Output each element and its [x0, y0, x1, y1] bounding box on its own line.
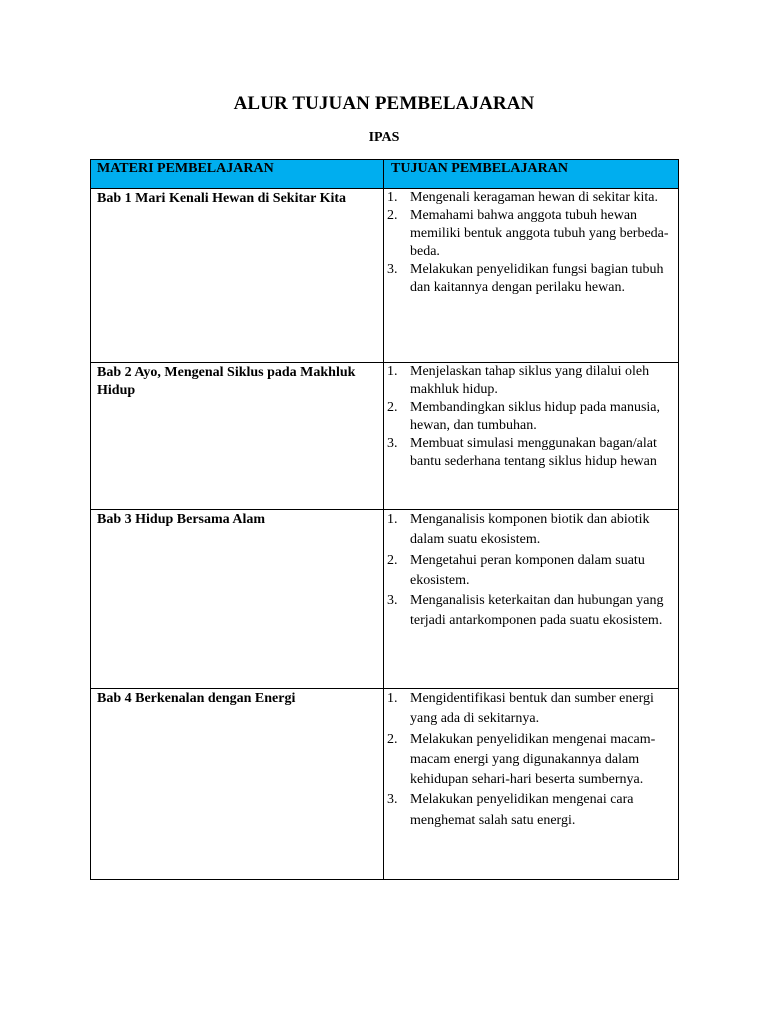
- tujuan-cell: [384, 689, 679, 880]
- list-item-number: 3.: [387, 593, 398, 609]
- list-item-text: Membandingkan siklus hidup pada manusia, hewan, dan tumbuhan.: [410, 400, 661, 433]
- list-item-number: 1.: [387, 691, 398, 706]
- table-header-row: [91, 160, 679, 189]
- table-row: [91, 689, 679, 880]
- page-subtitle: IPAS: [368, 130, 400, 145]
- list-item-text: Menganalisis keterkaitan dan hubungan yang terjadi antarkomponen pada suatu ekosistem.: [410, 593, 664, 629]
- list-item: [384, 689, 678, 730]
- materi-cell: [91, 189, 384, 363]
- tujuan-list: [384, 689, 678, 831]
- list-item-number: 2.: [387, 731, 398, 747]
- materi-title: Bab 4 Berkenalan dengan Energi: [97, 691, 296, 706]
- list-item: [384, 399, 678, 435]
- list-item-number: 3.: [387, 792, 398, 808]
- tujuan-cell: [384, 189, 679, 363]
- list-item-number: 1.: [387, 190, 398, 205]
- list-item-number: 2.: [387, 400, 398, 415]
- list-item-text: Mengenali keragaman hewan di sekitar kita.: [410, 190, 659, 205]
- header-materi: MATERI PEMBELAJARAN: [91, 160, 384, 189]
- list-item: [384, 510, 678, 551]
- materi-title: Bab 3 Hidup Bersama Alam: [97, 512, 266, 527]
- list-item: [384, 189, 678, 207]
- tujuan-list: [384, 510, 678, 632]
- list-item-text: Membuat simulasi menggunakan bagan/alat bantu sederhana tentang siklus hidup hewan: [410, 436, 657, 469]
- list-item-number: 3.: [387, 436, 398, 451]
- list-item: [384, 363, 678, 399]
- list-item: [384, 435, 678, 471]
- list-item-text: Melakukan penyelidikan fungsi bagian tubuh dan kaitannya dengan perilaku hewan.: [410, 262, 664, 295]
- list-item: [384, 730, 678, 791]
- list-item-text: Memahami bahwa anggota tubuh hewan memiliki bentuk anggota tubuh yang berbeda-beda.: [410, 208, 669, 259]
- list-item-number: 1.: [387, 364, 398, 379]
- tujuan-cell: [384, 510, 679, 689]
- list-item: [384, 790, 678, 831]
- header-tujuan: TUJUAN PEMBELAJARAN: [384, 160, 679, 189]
- list-item: [384, 207, 678, 261]
- page-title: ALUR TUJUAN PEMBELAJARAN: [233, 93, 535, 114]
- list-item-text: Menganalisis komponen biotik dan abiotik dalam suatu ekosistem.: [410, 512, 650, 548]
- table-row: [91, 363, 679, 510]
- list-item-text: Mengidentifikasi bentuk dan sumber energi yang ada di sekitarnya.: [410, 691, 654, 727]
- tujuan-cell: [384, 363, 679, 510]
- list-item-number: 1.: [387, 512, 398, 527]
- list-item: [384, 591, 678, 632]
- list-item-number: 2.: [387, 208, 398, 223]
- list-item-text: Menjelaskan tahap siklus yang dilalui oleh makhluk hidup.: [410, 364, 650, 397]
- learning-goals-table: [90, 159, 679, 880]
- materi-cell: [91, 689, 384, 880]
- tujuan-list: [384, 363, 678, 471]
- materi-title: Bab 1 Mari Kenali Hewan di Sekitar Kita: [97, 191, 347, 206]
- tujuan-list: [384, 189, 678, 297]
- materi-cell: [91, 510, 384, 689]
- table-row: [91, 510, 679, 689]
- list-item-number: 3.: [387, 262, 398, 277]
- list-item-text: Melakukan penyelidikan mengenai macam-macam energi yang digunakannya dalam kehidupan sehari-hari beserta sumbernya.: [410, 731, 656, 788]
- list-item-text: Melakukan penyelidikan mengenai cara menghemat salah satu energi.: [410, 792, 634, 828]
- list-item: [384, 261, 678, 297]
- list-item: [384, 551, 678, 592]
- materi-title: Bab 2 Ayo, Mengenal Siklus pada Makhluk Hidup: [97, 365, 356, 398]
- materi-cell: [91, 363, 384, 510]
- list-item-text: Mengetahui peran komponen dalam suatu ekosistem.: [410, 552, 645, 588]
- table-row: [91, 189, 679, 363]
- list-item-number: 2.: [387, 552, 398, 568]
